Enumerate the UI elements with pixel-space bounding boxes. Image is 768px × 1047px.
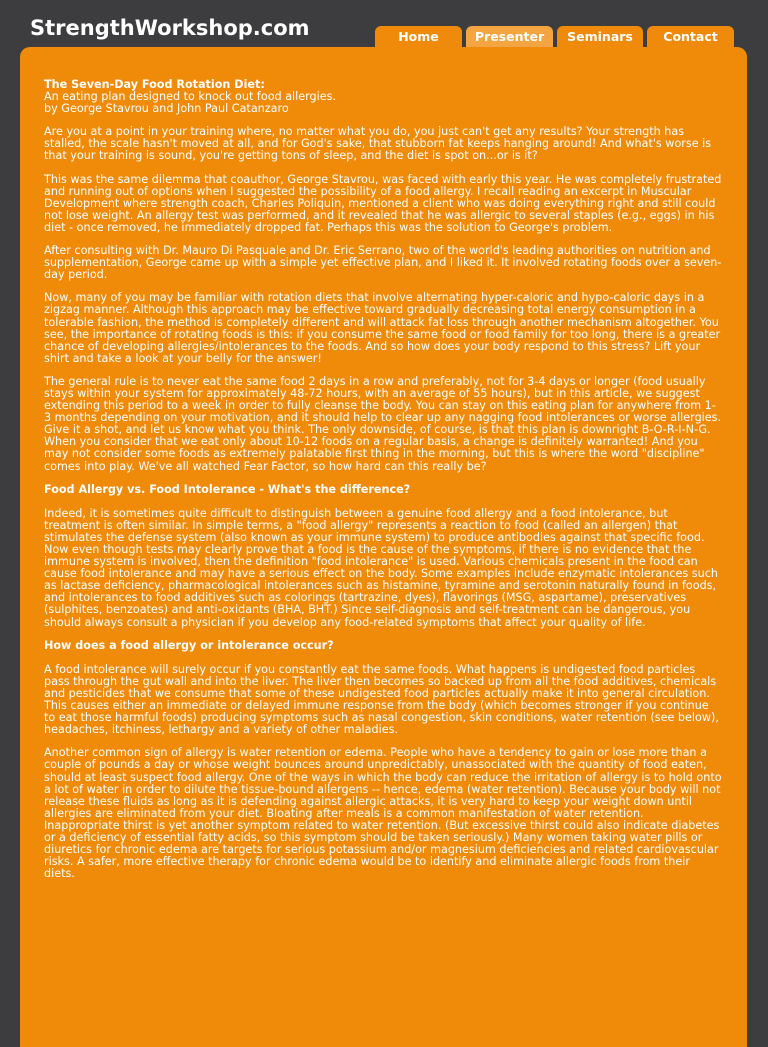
article-paragraph: Indeed, it is sometimes quite difficult to distinguish between a genuine food allergy and a food intolerance, but treatment is often similar. In simple terms, a "food allergy" represents a reaction to food (called an allergen) that stimulates the defense system (also known as your immune system) to produce antibodies against that specific food. Now even though tests may clearly prove that a food is the cause of the symptoms, if there is no evidence that the immune system is involved, then the definition "food intolerance" is used. Various chemicals present in the food can cause food intolerance and may have a serious effect on the body. Some examples include enzymatic intolerances such as lactase deficiency, pharmacological intolerances such as histamine, tyramine and serotonin naturally found in foods, and intolerances to food additives such as colorings (tartrazine, dyes), flavorings (MSG, aspartame), preservatives (sulphites, benzoates) and anti-oxidants (BHA, BHT.) Since self-diagnosis and self-treatment can be dangerous, you should always consult a physician if you develop any food-related symptoms that affect your quality of life. xyxy=(44,506,718,629)
article-paragraph: A food intolerance will surely occur if you constantly eat the same foods. What happens is undigested food particles pass through the gut wall and into the liver. The liver then becomes so backed up from all the food additives, chemicals and pesticides that we consume that some of these undigested food particles actually make it into general circulation. This causes either an immediate or delayed immune response from the body (which becomes stronger if you continue to eat those harmful foods) producing symptoms such as nasal congestion, skin conditions, water retention (see below), headaches, itchiness, lethargy and a variety of other maladies. xyxy=(44,662,719,737)
nav-tab-contact[interactable]: Contact xyxy=(647,26,734,48)
article-byline: by George Stavrou and John Paul Catanzaro xyxy=(44,102,289,116)
article-subtitle: An eating plan designed to knock out food allergies. xyxy=(44,90,337,104)
nav-tab-seminars[interactable]: Seminars xyxy=(557,26,643,48)
article-heading xyxy=(44,79,722,115)
main-nav xyxy=(375,26,734,48)
section-heading-allergy-vs-intolerance: Food Allergy vs. Food Intolerance - What's the difference? xyxy=(44,482,411,496)
article-paragraph: Now, many of you may be familiar with rotation diets that involve alternating hyper-caloric and hypo-caloric days in a zigzag manner. Although this approach may be effective toward gradually decreasing total energy consumption in a tolerable fashion, the method is completely different and will attack fat loss through another mechanism altogether. You see, the importance of rotating foods is this: if you consume the same food or food family for too long, there is a greater chance of developing allergies/intolerances to the foods. And so how does your body respond to this stress? Lift your shirt and take a look at your belly for the answer! xyxy=(44,291,721,365)
article-paragraph: Another common sign of allergy is water retention or edema. People who have a tendency to gain or lose more than a couple of pounds a day or whose weight bounces around unpredictably, unassociated with the quantity of food eaten, should at least suspect food allergy. One of the ways in which the body can reduce the irritation of allergy is to hold onto a lot of water in order to dilute the tissue-bound allergens -- hence, edema (water retention). Because your body will not release these fluids as long as it is defending against allergic attacks, it is very hard to keep your weight down until allergies are eliminated from your diet. Bloating after meals is a common manifestation of water retention. Inappropriate thirst is yet another symptom related to water retention. (But excessive thirst could also indicate diabetes or a deficiency of essential fatty acids, so this symptom should be taken seriously.) Many women taking water pills or diuretics for chronic edema are targets for serious potassium and/or magnesium deficiencies and related cardiovascular risks. A safer, more effective therapy for chronic edema would be to identify and eliminate allergic foods from their diets. xyxy=(44,746,722,881)
nav-tab-home[interactable]: Home xyxy=(375,26,462,48)
site-logo[interactable]: StrengthWorkshop.com xyxy=(30,16,310,40)
article-paragraph: After consulting with Dr. Mauro Di Pasquale and Dr. Eric Serrano, two of the world's leading authorities on nutrition and supplementation, George came up with a simple yet effective plan, and I liked it. It involved rotating foods over a seven-day period. xyxy=(44,244,722,282)
article-paragraph: Are you at a point in your training where, no matter what you do, you just can't get any results? Your strength has stalled, the scale hasn't moved at all, and for God's sake, that stubborn fat keeps hanging around! And what's worse is that your training is sound, you're getting tons of sleep, and the diet is spot on...or is it? xyxy=(44,125,712,163)
section-heading-how-it-occurs: How does a food allergy or intolerance occur? xyxy=(44,638,334,652)
article-paragraph: This was the same dilemma that coauthor, George Stavrou, was faced with early this year. He was completely frustrated and running out of options when I suggested the possibility of a food allergy. I recall reading an excerpt in Muscular Development where strength coach, Charles Poliquin, mentioned a client who was doing everything right and still could not lose weight. An allergy test was performed, and it revealed that he was allergic to several staples (e.g., eggs) in his diet - once removed, he immediately dropped fat. Perhaps this was the solution to George's problem. xyxy=(44,172,722,234)
article-title: The Seven-Day Food Rotation Diet: xyxy=(44,78,265,91)
article xyxy=(20,47,747,880)
article-paragraph: The general rule is to never eat the same food 2 days in a row and preferably, not for 3-4 days or longer (food usually stays within your system for approximately 48-72 hours, with an average of 55 hours), but in this article, we suggest extending this period to a week in order to fully cleanse the body. You can stay on this eating plan for anywhere from 1-3 months depending on your motivation, and it should help to clear up any nagging food intolerances or worse allergies. Give it a shot, and let us know what you think. The only downside, of course, is that this plan is downright B-O-R-I-N-G. When you consider that we eat only about 10-12 foods on a regular basis, a change is definitely warranted! And you may not consider some foods as extremely palatable first thing in the morning, but this is where the word "discipline" comes into play. We've all watched Fear Factor, so how hard can this really be? xyxy=(44,374,722,473)
content-panel xyxy=(20,47,747,1047)
site-header xyxy=(0,0,768,48)
nav-tab-presenter[interactable]: Presenter xyxy=(466,26,553,48)
